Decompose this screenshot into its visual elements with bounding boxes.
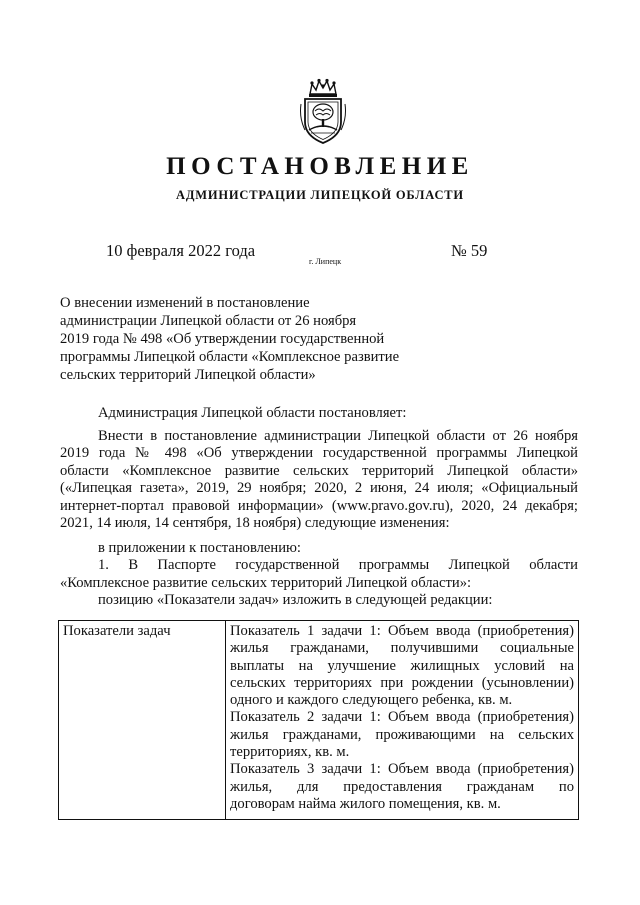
indicators-label-cell (59, 621, 226, 820)
indicators-label: Показатели задач (63, 623, 171, 639)
document-date: 10 февраля 2022 года (106, 241, 256, 260)
document-title: ПОСТАНОВЛЕНИЕ (166, 153, 474, 180)
item1-line: 1. В Паспорте государственной программы Липецкой области (98, 557, 578, 574)
appendix-paragraph (60, 540, 578, 610)
indicator-line: сельских территориях при рождении (усыновлении) (230, 674, 574, 691)
table-row (59, 621, 579, 820)
indicator-line: территориях, кв. м. (230, 744, 350, 761)
indicator-block (230, 709, 574, 761)
indicator-block (230, 623, 574, 709)
intro-paragraph (60, 428, 578, 532)
intro-line: 2019 года № 498 «Об утверждении государственной программы Липецкой (60, 445, 578, 462)
intro-line: интернет-портал правовой информации» (www.pravo.gov.ru), 2020, 24 декабря; (60, 497, 578, 514)
indicator-block (230, 761, 574, 813)
position-line: позицию «Показатели задач» изложить в следующей редакции: (98, 592, 493, 609)
subject-line: 2019 года № 498 «Об утверждении государственной (60, 331, 385, 347)
subject-line: администрации Липецкой области от 26 ноября (60, 313, 357, 329)
appendix-line: в приложении к постановлению: (98, 540, 301, 556)
coat-of-arms-icon (297, 78, 349, 146)
document-number: № 59 (451, 241, 488, 260)
subject-line: О внесении изменений в постановление (60, 295, 310, 311)
indicator-line: Показатель 1 задачи 1: Объем ввода (приобретения) (230, 623, 574, 639)
issuing-authority: АДМИНИСТРАЦИИ ЛИПЕЦКОЙ ОБЛАСТИ (176, 188, 464, 202)
indicator-line: выплаты на улучшение жилищных условий на (230, 657, 574, 674)
indicator-line: жилья гражданами, получившими социальные (230, 640, 574, 657)
resolves-paragraph (60, 405, 578, 422)
indicator-line: договорам найма жилого помещения, кв. м. (230, 795, 501, 812)
intro-line: («Липецкая газета», 2019, 29 ноября; 2020, 2 июня, 24 июля; «Официальный (60, 480, 578, 497)
document-subject (60, 294, 420, 384)
subject-line: сельских территорий Липецкой области» (60, 367, 316, 383)
indicators-table (58, 620, 579, 820)
indicator-line: одного и каждого следующего ребенка, кв. м. (230, 692, 513, 709)
indicator-line: Показатель 2 задачи 1: Объем ввода (приобретения) (230, 709, 574, 726)
intro-line: Внести в постановление администрации Липецкой области от 26 ноября (98, 428, 578, 444)
subject-line: программы Липецкой области «Комплексное развитие (60, 349, 400, 365)
indicator-line: жилья гражданами, проживающими на сельских (230, 726, 574, 743)
resolves-line: Администрация Липецкой области постановляет: (98, 405, 407, 421)
indicator-line: жилья, для предоставления гражданам по (230, 778, 574, 795)
indicator-line: Показатель 3 задачи 1: Объем ввода (приобретения) (230, 761, 574, 778)
intro-line: области «Комплексное развитие сельских территорий Липецкой области» (60, 462, 578, 479)
intro-line: 2021, 14 июля, 14 сентября, 18 ноября) следующие изменения: (60, 515, 450, 532)
document-city: г. Липецк (309, 257, 342, 266)
item1-line: «Комплексное развитие сельских территорий Липецкой области»: (60, 574, 472, 591)
indicators-content-cell (226, 621, 579, 820)
